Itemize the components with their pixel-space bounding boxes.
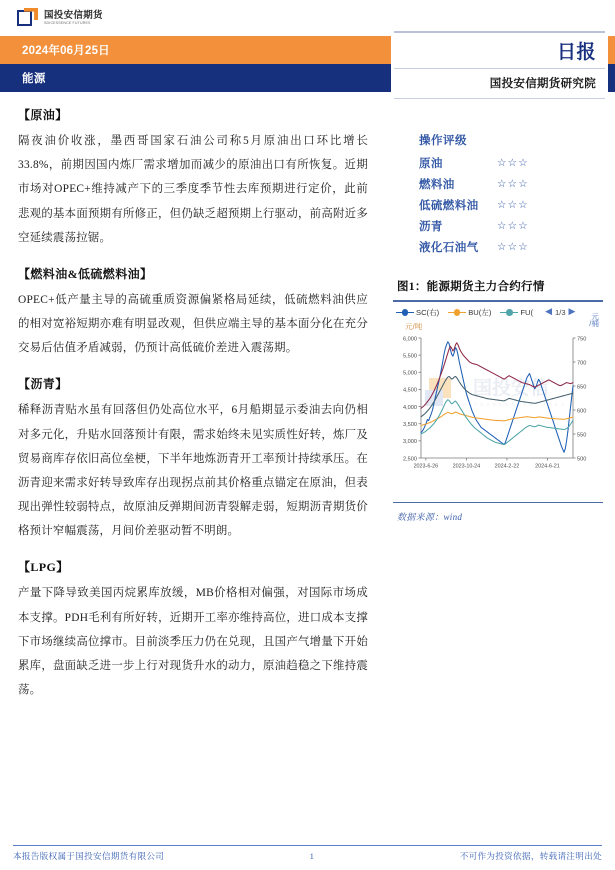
commentary-column xyxy=(18,106,368,717)
legend-label: FU( xyxy=(520,308,534,317)
chart-title: 图1：能源期货主力合约行情 xyxy=(397,281,545,293)
svg-text:500: 500 xyxy=(577,455,587,462)
operation-ratings-panel xyxy=(419,132,603,254)
svg-text:2024-6-21: 2024-6-21 xyxy=(535,463,560,469)
footer-copyright: 本报告版权属于国投安信期货有限公司 xyxy=(13,851,165,861)
pager-next-icon[interactable]: ▶ xyxy=(568,307,576,317)
rating-label: 液化石油气 xyxy=(419,241,479,254)
footer-divider xyxy=(13,845,602,846)
section-fuel-oil xyxy=(18,265,368,361)
page-footer xyxy=(0,845,615,862)
footer-page-number: 1 xyxy=(309,851,315,861)
report-body xyxy=(0,92,615,697)
chart-plot-area xyxy=(393,332,603,497)
svg-text:700: 700 xyxy=(577,359,587,366)
legend-label: SC(右) xyxy=(416,308,440,317)
legend-marker-icon xyxy=(396,309,414,317)
legend-label: BU(左) xyxy=(468,308,492,317)
header-right-panel xyxy=(391,31,608,99)
svg-text:650: 650 xyxy=(577,383,587,390)
svg-text:5,500: 5,500 xyxy=(403,352,417,359)
chart-bottom-divider xyxy=(393,502,603,504)
legend-item-bu xyxy=(448,307,491,318)
section-heading: 【燃料油&低硫燃料油】 xyxy=(18,266,153,281)
svg-text:600: 600 xyxy=(577,407,587,414)
pager-label: 1/3 xyxy=(554,308,566,317)
section-heading: 【沥青】 xyxy=(18,377,68,392)
legend-item-fu xyxy=(500,308,533,317)
svg-text:4,000: 4,000 xyxy=(403,404,417,411)
svg-text:550: 550 xyxy=(577,431,587,438)
y-axis-left-unit: 元/吨 xyxy=(405,321,423,331)
rating-label: 原油 xyxy=(419,157,443,170)
rating-row xyxy=(419,218,603,233)
section-paragraph: 隔夜油价收涨，墨西哥国家石油公司称5月原油出口环比增长33.8%，前期因国内炼厂需求增加而减少的原油出口有所恢复。近期市场对OPEC+维持减产下的三季度季节性去库预期进行定价，此前悲观的基本面预期有所修正，但仍缺乏超预期上行驱动，前高附近多空延续震荡拉锯。 xyxy=(18,135,368,244)
legend-marker-icon xyxy=(448,309,466,317)
rating-row xyxy=(419,239,603,254)
section-crude-oil xyxy=(18,106,368,250)
rating-label: 沥青 xyxy=(419,220,443,233)
section-asphalt xyxy=(18,375,368,543)
report-type-wrap xyxy=(391,33,608,68)
institute-name: 国投安信期货研究院 xyxy=(489,78,596,90)
ratings-title: 操作评级 xyxy=(419,135,467,147)
svg-text:国投安信: 国投安信 xyxy=(472,377,550,399)
rating-stars-icon: ☆☆☆ xyxy=(497,156,529,169)
chart-figure xyxy=(393,278,603,523)
chart-legend xyxy=(393,306,603,320)
y-axis-right-unit: 元 /桶 xyxy=(589,311,599,329)
legend-marker-icon xyxy=(500,309,518,317)
rating-stars-icon: ☆☆☆ xyxy=(497,219,529,232)
svg-text:S D I C E S S E N C E F U: S D I C E S S E N C E F U T U R E S xyxy=(457,401,565,407)
svg-text:3,500: 3,500 xyxy=(403,421,417,428)
svg-text:750: 750 xyxy=(577,335,587,342)
svg-text:5,000: 5,000 xyxy=(403,370,417,377)
section-lpg xyxy=(18,558,368,702)
logo-mark-icon xyxy=(17,8,39,28)
svg-text:2023-6-26: 2023-6-26 xyxy=(413,463,439,469)
header-left-bands xyxy=(0,36,391,92)
chart-svg xyxy=(393,332,603,492)
svg-text:2024-2-22: 2024-2-22 xyxy=(494,463,520,469)
logo-company-name-en: SDICESSENCE FUTURES xyxy=(44,20,91,25)
pager-prev-icon[interactable]: ◀ xyxy=(545,307,552,317)
section-paragraph: 稀释沥青贴水虽有回落但仍处高位水平，6月船期显示委油去向仍相对多元化，升贴水回落预计有限，需求始终未见实质性好转，炼厂及贸易商库存依旧高位垒梗，下半年地炼沥青开工率预计持续承压。在沥青迎来需求好转导致库存出现拐点前其价格重点锚定在原油，但表现出弹性较弱特点，故原油反弹期间沥青裂解走弱，短期沥青期货价格预计窄幅震荡，月间价差驱动暂不明朗。 xyxy=(18,404,368,538)
rating-label: 低硫燃料油 xyxy=(419,199,479,212)
svg-text:3,000: 3,000 xyxy=(403,438,417,445)
logo-company-name-cn: 国投安信期货 xyxy=(44,9,103,21)
legend-item-sc xyxy=(396,307,439,318)
rating-stars-icon: ☆☆☆ xyxy=(497,177,529,190)
header-orange-edge xyxy=(608,36,615,64)
report-header xyxy=(0,36,615,92)
rating-stars-icon: ☆☆☆ xyxy=(497,198,529,211)
report-sector: 能源 xyxy=(22,73,46,85)
report-type: 日报 xyxy=(556,41,596,63)
legend-pager[interactable] xyxy=(543,308,577,317)
section-paragraph: 产量下降导致美国丙烷累库放缓，MB价格相对偏强，对国际市场成本支撑。PDH毛利有所好转，近期开工率亦维持高位，进口成本支撑下市场继续高位撑市。目前淡季压力仍在兑现，且国产气增量下开始累库，盘面缺乏进一步上行对现货升水的动力，原油趋稳之下维持震荡。 xyxy=(18,587,368,697)
svg-text:2023-10-24: 2023-10-24 xyxy=(452,463,481,469)
svg-text:2,500: 2,500 xyxy=(403,455,417,462)
rating-label: 燃料油 xyxy=(419,178,455,191)
section-paragraph: OPEC+低产量主导的高硫重质资源偏紧格局延续，低硫燃料油供应的相对宽裕短期亦难有明显改观，但供应端主导的基本面分化在充分交易后估值矛盾减弱，仍预计高低硫价差进入震荡期。 xyxy=(18,293,368,355)
header-sector-band xyxy=(0,64,391,92)
chart-title-divider xyxy=(393,300,603,302)
footer-disclaimer: 不可作为投资依据，转载请注明出处 xyxy=(459,851,602,861)
svg-text:6,000: 6,000 xyxy=(403,335,417,342)
chart-source: 数据来源：wind xyxy=(397,512,463,522)
header-date-band xyxy=(0,36,391,64)
rating-row xyxy=(419,176,603,191)
report-date: 2024年06月25日 xyxy=(22,45,110,57)
rating-row xyxy=(419,155,603,170)
section-heading: 【LPG】 xyxy=(18,560,69,575)
rating-stars-icon: ☆☆☆ xyxy=(497,240,529,253)
svg-text:4,500: 4,500 xyxy=(403,387,417,394)
rating-row xyxy=(419,197,603,212)
section-heading: 【原油】 xyxy=(18,108,68,122)
sidebar-column xyxy=(393,132,603,523)
header-navy-edge xyxy=(608,64,615,92)
